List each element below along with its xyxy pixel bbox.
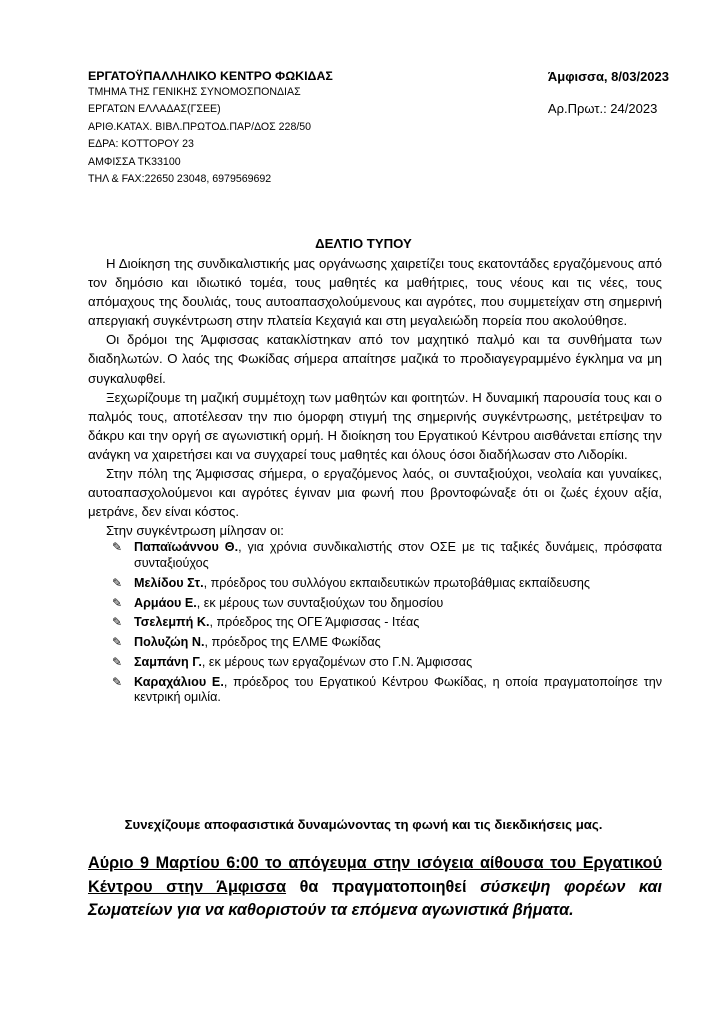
sender-line: ΤΗΛ & FAX:22650 23048, 6979569692 (88, 173, 272, 186)
speaker-name: Αρμάου Ε. (134, 595, 197, 610)
date-block (548, 68, 669, 118)
document-title: ΔΕΛΤΙΟ ΤΥΠΟΥ (315, 236, 412, 251)
speakers-intro: Στην συγκέντρωση μίλησαν οι: (106, 523, 284, 539)
sender-block (88, 68, 498, 188)
document-date: Άμφισσα, 8/03/2023 (547, 69, 669, 84)
list-item (88, 655, 662, 671)
body-paragraph: Η Διοίκηση της συνδικαλιστικής μας οργάνωσης χαιρετίζει τους εκατοντάδες εργαζόμενους από τον δημόσιο και ιδιωτικό τομέα, τους μαθητές κα μαθήτριες, τους νέους και τις νέες, τους απόμαχους της δουλιάς, τους αυτοαπασχολούμενους και αγρότες, που συμμετείχαν στη σημερινή απεργιακή συγκέντρωση στην πλατεία Κεχαγιά και στη μεγαλειώδη πορεία που ακολούθησε. (88, 256, 662, 329)
speaker-desc: , πρόεδρος της ΕΛΜΕ Φωκίδας (204, 635, 381, 650)
pencil-icon: ✎ (112, 635, 123, 650)
list-item (88, 596, 662, 612)
pencil-icon: ✎ (112, 615, 123, 630)
meeting-time-place: Αύριο 9 Μαρτίου 6:00 το απόγευμα στην ισόγεια αίθουσα του Εργατικού Κέντρου στην Άμφισσα (88, 854, 662, 896)
body-paragraph: Οι δρόμοι της Άμφισσας κατακλίστηκαν από τον μαχητικό παλμό και τα συνθήματα των διαδηλωτών. Ο λαός της Φωκίδας σήμερα απαίτησε μαζικά το προδιαγεγραμμένο έγκλημα να μη συγκαλυφθεί. (88, 332, 662, 386)
sender-line: ΕΔΡΑ: ΚΟΤΤΟΡΟΥ 23 (88, 138, 194, 151)
speaker-name: Παπαϊωάννου Θ. (134, 540, 239, 555)
meeting-purpose: σύσκεψη φορέων και Σωματείων για να καθοριστούν τα επόμενα αγωνιστικά βήματα. (88, 877, 662, 919)
speaker-name: Τσελεμπή Κ. (134, 615, 210, 630)
speaker-desc: , εκ μέρους των εργαζομένων στο Γ.Ν. Άμφισσας (201, 654, 473, 669)
pencil-icon: ✎ (112, 595, 123, 610)
body-paragraph: Στην πόλη της Άμφισσας σήμερα, ο εργαζόμενος λαός, οι συνταξιούχοι, νεολαία και γυναίκες, αυτοαπασχολούμενοι και αγρότες έγιναν μια φωνή που βροντοφώναξε ότι οι ζωές έχουν αξία, μετράνε, δεν είναι κόστος. (88, 466, 662, 520)
speaker-desc: , πρόεδρος του συλλόγου εκπαιδευτικών πρωτοβάθμιας εκπαίδευσης (203, 575, 590, 590)
list-item (88, 615, 662, 631)
sender-line: ΤΜΗΜΑ ΤΗΣ ΓΕΝΙΚΗΣ ΣΥΝΟΜΟΣΠΟΝΔΙΑΣ (88, 86, 301, 98)
document-body (88, 254, 662, 710)
speaker-name: Πολυζώη Ν. (134, 635, 205, 650)
speaker-desc: , πρόεδρος του Εργατικού Κέντρου Φωκίδας, η οποία πραγματοποίησε την κεντρική ομιλία. (134, 674, 662, 705)
pencil-icon: ✎ (112, 674, 123, 689)
speaker-desc: , πρόεδρος της ΟΓΕ Άμφισσας - Ιτέας (209, 615, 420, 630)
speaker-desc: , εκ μέρους των συνταξιούχων του δημοσίου (196, 595, 444, 610)
closing-statement: Συνεχίζουμε αποφασιστικά δυναμώνοντας τη φωνή και τις διεκδικήσεις μας. (124, 817, 603, 832)
speakers-list (88, 540, 662, 705)
pencil-icon: ✎ (112, 575, 123, 590)
speaker-name: Σαμπάνη Γ. (134, 654, 202, 669)
list-item (88, 635, 662, 651)
list-item (88, 576, 662, 592)
speaker-name: Καραχάλιου Ε. (134, 674, 224, 689)
organization-name: ΕΡΓΑΤΟΫΠΑΛΛΗΛΙΚΟ ΚΕΝΤΡΟ ΦΩΚΙΔΑΣ (88, 69, 333, 83)
sender-line: ΑΡΙΘ.ΚΑΤΑΧ. ΒΙΒΛ.ΠΡΩΤΟΔ.ΠΑΡ/ΔΟΣ 228/50 (88, 120, 312, 133)
speaker-name: Μελίδου Στ. (134, 575, 204, 590)
protocol-number: Αρ.Πρωτ.: 24/2023 (547, 101, 658, 116)
sender-line: ΕΡΓΑΤΩΝ ΕΛΛΑΔΑΣ(ΓΣΕΕ) (88, 103, 221, 116)
pencil-icon: ✎ (112, 540, 123, 555)
meeting-connector: θα πραγματοποιηθεί (286, 877, 481, 896)
meeting-announcement (88, 852, 662, 923)
body-paragraph: Ξεχωρίζουμε τη μαζική συμμέτοχη των μαθητών και φοιτητών. Η δυναμική παρουσία τους και ο παλμός τους, αποτέλεσαν την πιο όμορφη στιγμή της σημερινής συγκέντρωσης, μετέτρεψαν το δάκρυ και την οργή σε αγωνιστική ορμή. Η διοίκηση του Εργατικού Κέντρου αισθάνεται επίσης την ανάγκη να χαιρετήσει και να συγχαρεί τους μαθητές και όλους όσοι διαδήλωσαν στο Λιδορίκι. (88, 389, 662, 462)
sender-line: ΑΜΦΙΣΣΑ ΤΚ33100 (88, 155, 181, 168)
pencil-icon: ✎ (112, 654, 123, 669)
list-item (88, 675, 662, 706)
speaker-desc: , για χρόνια συνδικαλιστής στον ΟΣΕ με τις ταξικές δυνάμεις, πρόσφατα συνταξιούχος (134, 540, 662, 570)
list-item (88, 540, 662, 571)
